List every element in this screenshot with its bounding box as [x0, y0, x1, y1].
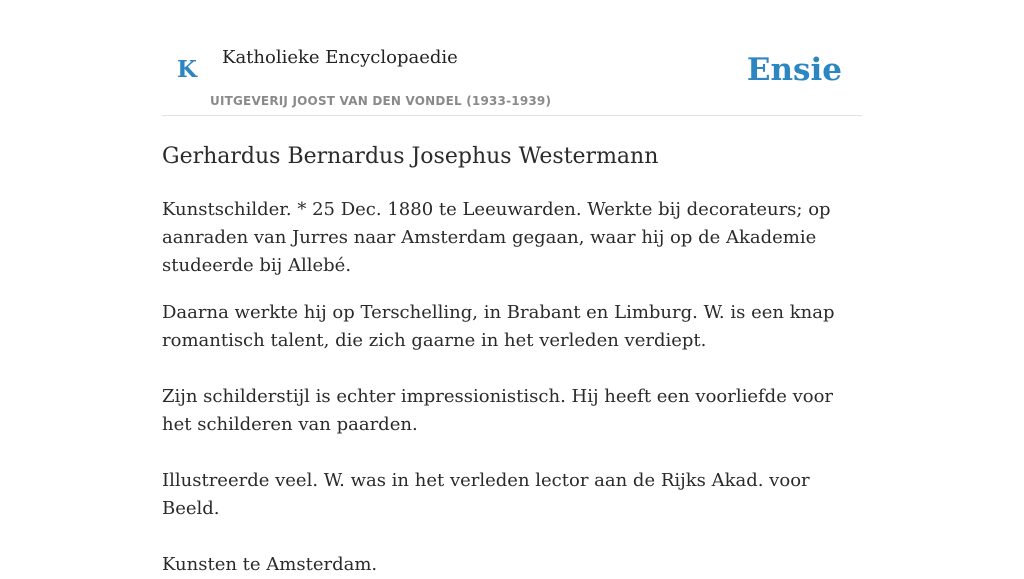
article-paragraph: Kunstschilder. * 25 Dec. 1880 te Leeuwarden. Werkte bij decorateurs; op aanraden van Jurres naar Amsterdam gegaan, waar hij op de Akademie studeerde bij Allebé.	[162, 199, 831, 276]
source-header	[162, 0, 862, 116]
article-paragraph: Kunsten te Amsterdam.	[162, 554, 378, 575]
article-paragraph: Daarna werkte hij op Terschelling, in Brabant en Limburg. W. is een knap romantisch talent, die zich gaarne in het verleden verdiept.	[162, 302, 835, 351]
article	[162, 142, 862, 579]
article-title: Gerhardus Bernardus Josephus Westermann	[162, 144, 659, 169]
source-logo-icon[interactable]: K	[177, 56, 197, 83]
ensie-brand-logo[interactable]: Ensie	[746, 52, 842, 88]
article-paragraph: Zijn schilderstijl is echter impressionistisch. Hij heeft een voorliefde voor het schilderen van paarden.	[162, 386, 834, 435]
source-title-link[interactable]: Katholieke Encyclopaedie	[222, 47, 458, 68]
article-paragraph: Illustreerde veel. W. was in het verleden lector aan de Rijks Akad. voor Beeld.	[162, 470, 810, 519]
publisher-label: UITGEVERIJ JOOST VAN DEN VONDEL (1933-1939)	[210, 94, 552, 108]
content-column	[162, 0, 862, 579]
